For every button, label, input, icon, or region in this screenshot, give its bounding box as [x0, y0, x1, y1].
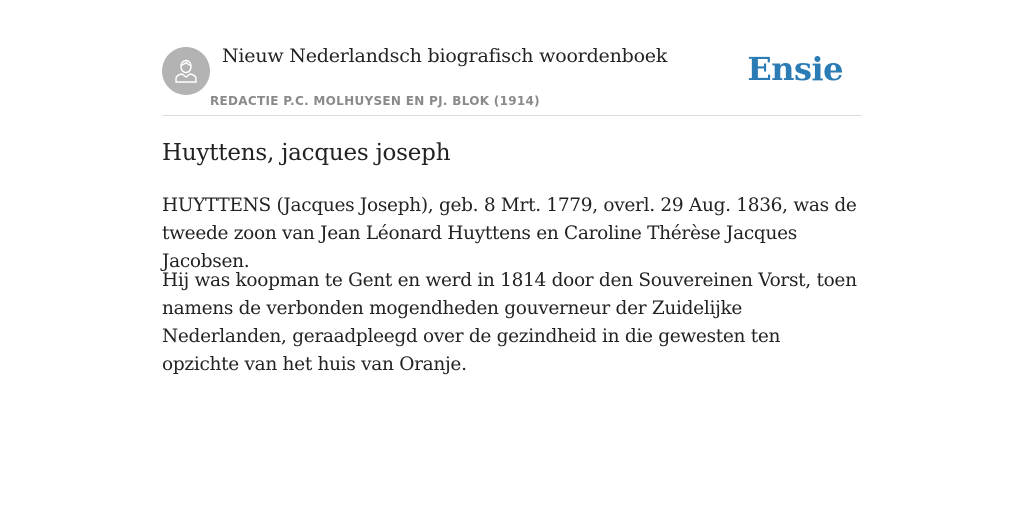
entry-paragraph: Hij was koopman te Gent en werd in 1814 door den Souvereinen Vorst, toen namens de verbonden mogendheden gouverneur der Zuidelijke Nederlanden, geraadpleegd over de gezindheid in die gewesten ten opzichte van het huis van Oranje.: [162, 270, 857, 375]
source-header: [162, 0, 862, 116]
avatar[interactable]: [162, 47, 210, 95]
entry-paragraph: HUYTTENS (Jacques Joseph), geb. 8 Mrt. 1779, overl. 29 Aug. 1836, was de tweede zoon van Jean Léonard Huyttens en Caroline Thérèse Jacques Jacobsen.: [162, 195, 857, 272]
user-icon: [171, 56, 201, 86]
page-container: [162, 0, 862, 375]
source-editor: REDACTIE P.C. MOLHUYSEN EN PJ. BLOK (1914): [210, 94, 540, 108]
brand-logo[interactable]: Ensie: [747, 50, 843, 88]
source-title[interactable]: Nieuw Nederlandsch biografisch woordenboek: [222, 45, 668, 67]
entry-title: Huyttens, jacques joseph: [162, 140, 451, 166]
